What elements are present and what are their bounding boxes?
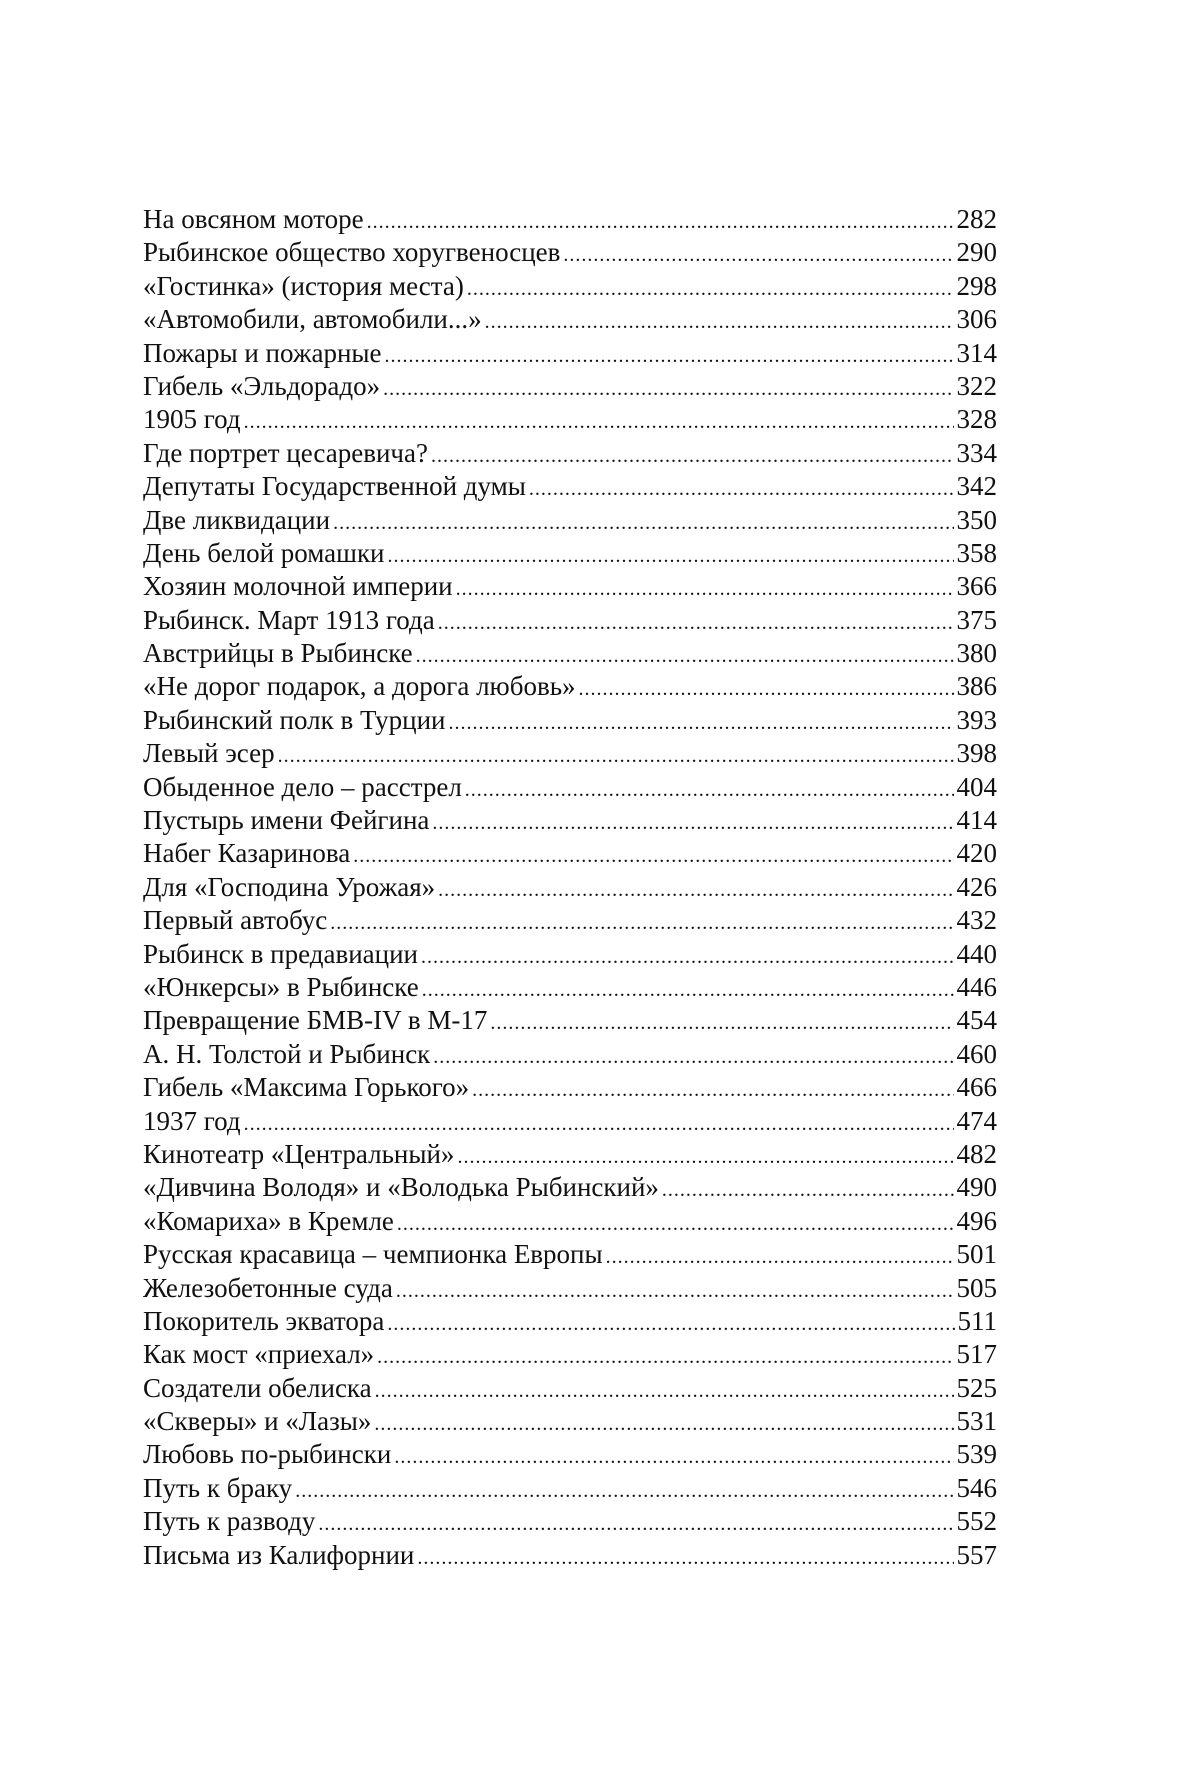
toc-entry-page-number: 501 xyxy=(956,1239,997,1270)
toc-dot-leader xyxy=(438,874,953,907)
toc-entry-page-number: 322 xyxy=(956,370,997,401)
toc-entry-page-number: 375 xyxy=(956,604,997,635)
toc-entry xyxy=(143,537,997,570)
toc-entry-title: Железобетонные суда xyxy=(143,1272,393,1303)
toc-entry-title: Превращение БМВ-IV в М-17 xyxy=(143,1005,488,1036)
toc-dot-leader xyxy=(388,540,954,573)
toc-entry xyxy=(143,504,997,537)
toc-dot-leader xyxy=(244,1108,954,1141)
toc-dot-leader xyxy=(353,840,953,873)
toc-entry-title: «Комариха» в Кремле xyxy=(143,1205,394,1236)
toc-entry xyxy=(143,337,997,370)
toc-entry-page-number: 420 xyxy=(956,838,997,869)
toc-entry-page-number: 398 xyxy=(956,738,997,769)
toc-entry xyxy=(143,971,997,1004)
toc-entry-title: Кинотеатр «Центральный» xyxy=(143,1138,455,1169)
toc-entry xyxy=(143,871,997,904)
toc-entry xyxy=(143,437,997,470)
toc-entry-title: 1905 год xyxy=(143,404,241,435)
toc-dot-leader xyxy=(438,607,954,640)
toc-dot-leader xyxy=(662,1174,954,1207)
toc-entry-title: Рыбинский полк в Турции xyxy=(143,704,446,735)
toc-dot-leader xyxy=(295,1475,953,1508)
toc-dot-leader xyxy=(383,373,953,406)
toc-entry-title: На овсяном моторе xyxy=(143,204,364,234)
toc-entry-page-number: 460 xyxy=(956,1038,997,1069)
toc-entry-title: Путь к разводу xyxy=(143,1506,316,1537)
toc-entry-title: «Дивчина Володя» и «Володька Рыбинский» xyxy=(143,1172,659,1203)
toc-entry xyxy=(143,1071,997,1104)
toc-dot-leader xyxy=(467,273,954,306)
toc-entry xyxy=(143,938,997,971)
toc-entry-title: «Не дорог подарок, а дорога любовь» xyxy=(143,671,576,702)
toc-dot-leader xyxy=(431,440,954,473)
toc-entry-page-number: 517 xyxy=(956,1339,997,1370)
toc-entry-page-number: 511 xyxy=(957,1305,997,1336)
toc-dot-leader xyxy=(244,406,954,439)
toc-entry-page-number: 366 xyxy=(956,571,997,602)
toc-entry-page-number: 474 xyxy=(956,1105,997,1136)
toc-entry-title: «Гостинка» (история места) xyxy=(143,270,464,301)
toc-dot-leader xyxy=(278,740,954,773)
toc-dot-leader xyxy=(330,907,953,940)
toc-entry-title: «Автомобили, автомобили...» xyxy=(143,304,482,335)
toc-entry xyxy=(143,837,997,870)
toc-entry xyxy=(143,1272,997,1305)
toc-dot-leader xyxy=(606,1241,954,1274)
toc-dot-leader xyxy=(472,1074,953,1107)
toc-dot-leader xyxy=(563,239,953,272)
toc-entry xyxy=(143,1438,997,1471)
toc-entry-title: Две ликвидации xyxy=(143,504,331,535)
toc-entry-page-number: 496 xyxy=(956,1205,997,1236)
toc-entry-title: Депутаты Государственной думы xyxy=(143,471,526,502)
toc-entry-title: «Юнкерсы» в Рыбинске xyxy=(143,971,419,1002)
toc-entry-title: Гибель «Эльдорадо» xyxy=(143,370,381,401)
toc-entry-page-number: 334 xyxy=(956,437,997,468)
toc-dot-leader xyxy=(579,673,954,706)
toc-entry xyxy=(143,1205,997,1238)
toc-dot-leader xyxy=(318,1508,953,1541)
toc-entry-title: Левый эсер xyxy=(143,738,275,769)
toc-entry-page-number: 440 xyxy=(956,938,997,969)
toc-entry-page-number: 546 xyxy=(956,1472,997,1503)
toc-entry-page-number: 552 xyxy=(956,1506,997,1537)
toc-entry xyxy=(143,1171,997,1204)
toc-entry xyxy=(143,236,997,269)
toc-entry-page-number: 342 xyxy=(956,471,997,502)
toc-dot-leader xyxy=(485,306,954,339)
toc-entry xyxy=(143,1338,997,1371)
toc-entry-title: Русская красавица – чемпионка Европы xyxy=(143,1239,603,1270)
toc-entry-title: Гибель «Максима Горького» xyxy=(143,1072,470,1103)
toc-entry xyxy=(143,704,997,737)
toc-entry xyxy=(143,570,997,603)
toc-entry-title: Рыбинск в предавиации xyxy=(143,938,418,969)
toc-entry-page-number: 386 xyxy=(956,671,997,702)
toc-entry-title: Набег Казаринова xyxy=(143,838,351,869)
toc-entry xyxy=(143,1038,997,1071)
toc-entry xyxy=(143,771,997,804)
toc-entry-title: Хозяин молочной империи xyxy=(143,571,453,602)
toc-dot-leader xyxy=(416,640,954,673)
toc-entry-title: А. Н. Толстой и Рыбинск xyxy=(143,1038,431,1069)
toc-dot-leader xyxy=(367,206,954,239)
toc-entry-title: Первый автобус xyxy=(143,905,328,936)
toc-dot-leader xyxy=(333,507,953,540)
toc-entry xyxy=(143,604,997,637)
toc-entry-page-number: 525 xyxy=(956,1372,997,1403)
toc-entry-title: Рыбинское общество хоругвеносцев xyxy=(143,237,561,268)
toc-entry-page-number: 306 xyxy=(956,304,997,335)
toc-entry-page-number: 350 xyxy=(956,504,997,535)
toc-entry-page-number: 314 xyxy=(956,337,997,368)
toc-entry xyxy=(143,1539,997,1572)
toc-entry xyxy=(143,737,997,770)
toc-entry-page-number: 358 xyxy=(956,537,997,568)
toc-dot-leader xyxy=(465,774,954,807)
toc-entry-title: Для «Господина Урожая» xyxy=(143,871,436,902)
toc-entry-page-number: 282 xyxy=(956,204,997,234)
toc-entry-title: Как мост «приехал» xyxy=(143,1339,375,1370)
toc-dot-leader xyxy=(374,1408,953,1441)
toc-entry xyxy=(143,1505,997,1538)
toc-entry-page-number: 298 xyxy=(956,270,997,301)
toc-entry-page-number: 380 xyxy=(956,638,997,669)
toc-entry-page-number: 539 xyxy=(956,1439,997,1470)
toc-dot-leader xyxy=(457,1141,953,1174)
toc-dot-leader xyxy=(375,1375,954,1408)
toc-entry-title: 1937 год xyxy=(143,1105,241,1136)
toc-entry xyxy=(143,1105,997,1138)
toc-entry-title: Австрийцы в Рыбинске xyxy=(143,638,413,669)
table-of-contents xyxy=(143,203,997,1572)
toc-entry-title: Любовь по-рыбински xyxy=(143,1439,392,1470)
toc-entry xyxy=(143,670,997,703)
toc-dot-leader xyxy=(397,1208,954,1241)
toc-entry-title: Обыденное дело – расстрел xyxy=(143,771,462,802)
toc-dot-leader xyxy=(385,340,954,373)
toc-entry xyxy=(143,1405,997,1438)
toc-dot-leader xyxy=(433,1041,953,1074)
toc-dot-leader xyxy=(377,1341,953,1374)
toc-entry xyxy=(143,470,997,503)
toc-entry xyxy=(143,1238,997,1271)
toc-entry-title: Письма из Калифорнии xyxy=(143,1539,415,1570)
toc-dot-leader xyxy=(396,1275,954,1308)
toc-entry-page-number: 482 xyxy=(956,1138,997,1169)
toc-entry xyxy=(143,1004,997,1037)
toc-entry-title: Где портрет цесаревича? xyxy=(143,437,428,468)
toc-dot-leader xyxy=(490,1007,953,1040)
toc-entry xyxy=(143,403,997,436)
toc-dot-leader xyxy=(456,573,954,606)
toc-entry-page-number: 393 xyxy=(956,704,997,735)
toc-entry xyxy=(143,904,997,937)
toc-dot-leader xyxy=(417,1542,953,1575)
toc-entry-title: Покоритель экватора xyxy=(143,1305,385,1336)
toc-entry-title: Пожары и пожарные xyxy=(143,337,382,368)
toc-dot-leader xyxy=(394,1441,953,1474)
toc-entry-page-number: 414 xyxy=(956,805,997,836)
toc-entry-page-number: 432 xyxy=(956,905,997,936)
toc-dot-leader xyxy=(529,473,954,506)
toc-entry xyxy=(143,270,997,303)
toc-entry-title: Рыбинск. Март 1913 года xyxy=(143,604,435,635)
toc-entry xyxy=(143,637,997,670)
toc-entry-page-number: 328 xyxy=(956,404,997,435)
toc-dot-leader xyxy=(422,974,954,1007)
toc-dot-leader xyxy=(448,707,953,740)
toc-dot-leader xyxy=(387,1308,954,1341)
toc-entry-title: «Скверы» и «Лазы» xyxy=(143,1406,372,1437)
toc-entry-page-number: 505 xyxy=(956,1272,997,1303)
toc-entry xyxy=(143,370,997,403)
toc-entry xyxy=(143,203,997,236)
toc-dot-leader xyxy=(421,941,954,974)
toc-entry-title: Путь к браку xyxy=(143,1472,293,1503)
toc-dot-leader xyxy=(432,807,953,840)
toc-entry-page-number: 531 xyxy=(956,1406,997,1437)
toc-entry xyxy=(143,1138,997,1171)
toc-entry-title: День белой ромашки xyxy=(143,537,385,568)
toc-entry-page-number: 557 xyxy=(956,1539,997,1570)
toc-entry xyxy=(143,804,997,837)
toc-entry-page-number: 466 xyxy=(956,1072,997,1103)
toc-entry-title: Пустырь имени Фейгина xyxy=(143,805,430,836)
toc-entry xyxy=(143,1305,997,1338)
toc-entry-page-number: 446 xyxy=(956,971,997,1002)
toc-entry-title: Создатели обелиска xyxy=(143,1372,372,1403)
toc-entry-page-number: 426 xyxy=(956,871,997,902)
toc-entry xyxy=(143,1472,997,1505)
toc-entry xyxy=(143,1372,997,1405)
toc-entry-page-number: 404 xyxy=(956,771,997,802)
toc-entry-page-number: 290 xyxy=(956,237,997,268)
toc-entry-page-number: 454 xyxy=(956,1005,997,1036)
toc-entry-page-number: 490 xyxy=(956,1172,997,1203)
toc-entry xyxy=(143,303,997,336)
